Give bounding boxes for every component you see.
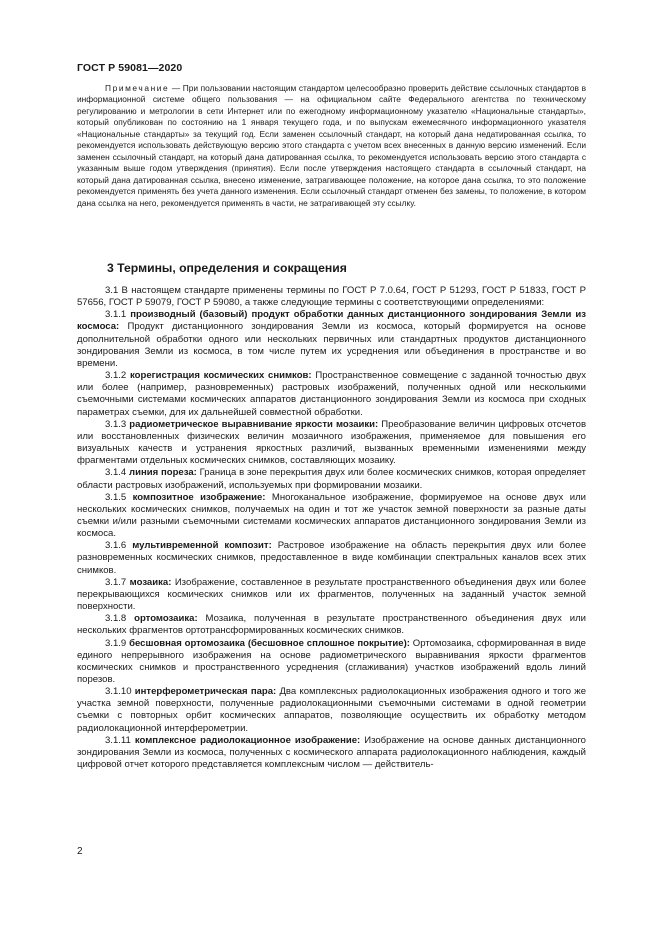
term-name: мозаика: [129, 576, 172, 588]
term-paragraph [77, 686, 586, 735]
intro-paragraph: 3.1 В настоящем стандарте применены термины по ГОСТ Р 7.0.64, ГОСТ Р 51293, ГОСТ Р 51833, ГОСТ Р 57656, ГОСТ Р 59079, ГОСТ Р 59080, а также следующие термины с соответствующими определениями: [77, 285, 586, 309]
term-definition: Многоканальное изображение, формируемое на основе двух или нескольких космических снимков, получаемых на один и тот же участок земной поверхности за разные даты съемки и/или разными съемочными системами космических аппаратов дистанционного зондирования Земли из космоса. [77, 491, 586, 540]
terms-list [77, 309, 586, 771]
term-paragraph [77, 638, 586, 687]
term-definition: Изображение, составленное в результате пространственного объединения двух или более перекрывающихся космических снимков или их фрагментов, полученных на заданный участок земной поверхности. [77, 576, 586, 613]
term-name: линия пореза: [129, 467, 197, 479]
term-number: 3.1.2 [105, 370, 127, 382]
note-block [77, 83, 586, 209]
note-text: — При пользовании настоящим стандартом целесообразно проверить действие ссылочных стандартов в информационной системе общего пользования — на официальном сайте Федерального агентства по техническому регулированию и метрологии в сети Интернет или по ежегодному информационному указателю «Национальные стандарты», который опубликован по состоянию на 1 января текущего года, и по выпускам ежемесячного информационного указателя «Национальные стандарты» за текущий год. Если заменен ссылочный стандарт, на который дана недатированная ссылка, то рекомендуется использовать действующую версию этого стандарта с учетом всех внесенных в данную версию изменений. Если заменен ссылочный стандарт, на который дана датированная ссылка, то рекомендуется использовать версию этого стандарта с указанным выше годом утверждения (принятия). Если после утверждения настоящего стандарта в ссылочный стандарт, на который дана датированная ссылка, внесено изменение, затрагивающее положение, на которое дана ссылка, то это положение рекомендуется применять без учета данного изменения. Если ссылочный стандарт отменен без замены, то положение, в котором дана ссылка на него, рекомендуется применять в части, не затрагивающей эту ссылку. [77, 83, 586, 208]
term-definition: Растровое изображение на область перекрытия двух или более разновременных космических снимков, предоставленное в виде комбинации спектральных каналов всех этих снимков. [77, 540, 587, 576]
term-name: производный (базовый) продукт обработки данных дистанционного зондирования Земли из космоса: [77, 309, 587, 333]
section-title: 3 Термины, определения и сокращения [107, 261, 347, 275]
term-name: радиометрическое выравнивание яркости мозаики: [129, 418, 379, 430]
term-paragraph [77, 540, 586, 576]
term-name: бесшовная ортомозаика (бесшовное сплошное покрытие): [129, 637, 410, 649]
document-code-header: ГОСТ Р 59081—2020 [77, 62, 183, 74]
note-label: Примечание [105, 83, 170, 93]
term-number: 3.1.3 [105, 418, 127, 430]
term-definition: Пространственное совмещение с заданной точностью двух или более (например, разновременных) растровых изображений, полученных одной или несколькими съемочными системами космических аппаратов дистанционного зондирования Земли из космоса при сходных параметрах съемки, для их дальнейшей совместной обработки. [77, 370, 587, 418]
term-name: комплексное радиолокационное изображение: [134, 734, 361, 746]
term-number: 3.1.8 [105, 613, 127, 625]
term-definition: Два комплексных радиолокационных изображения одного и того же участка земной поверхности, полученные радиолокационными съемочными системами в одной геометрии съемки с повторных орбит космических аппаратов, позволяющие осуществить их обработку методом радиолокационной интерферометрии. [77, 686, 587, 734]
term-paragraph [77, 309, 586, 370]
term-paragraph [77, 613, 586, 637]
term-name: мультивременной композит: [132, 540, 272, 552]
term-paragraph [77, 419, 586, 468]
term-paragraph [77, 467, 586, 491]
term-number: 3.1.4 [105, 467, 127, 479]
term-number: 3.1.9 [105, 637, 127, 649]
note-paragraph [77, 83, 586, 209]
term-definition: Преобразование величин цифровых отсчетов или восстановленных физических величин мозаичного изображения, применяемое для повышения его визуальных качеств и устранения яркостных различий, вызванных временными изменениями между фрагментами отдельных космических снимков, составляющих мозаику. [77, 418, 587, 467]
term-paragraph [77, 735, 586, 771]
term-number: 3.1.1 [105, 309, 127, 321]
term-number: 3.1.7 [105, 576, 127, 588]
section-body [77, 285, 586, 771]
term-paragraph [77, 492, 586, 541]
term-paragraph [77, 577, 586, 613]
term-definition: Мозаика, полученная в результате пространственного объединения двух или нескольких фрагментов ортотрансформированных космических снимков. [77, 613, 586, 637]
term-paragraph [77, 370, 586, 419]
page-number: 2 [77, 846, 83, 857]
term-definition: Ортомозаика, сформированная в виде единого непрерывного изображения на основе радиометрического выравнивания яркости фрагментов космических снимков и пространственного усреднения (сглаживания) участков изображений вдоль линий порезов. [77, 637, 586, 685]
term-name: ортомозаика: [134, 613, 198, 625]
term-number: 3.1.11 [105, 734, 131, 746]
term-number: 3.1.5 [105, 491, 127, 503]
term-number: 3.1.6 [105, 540, 127, 552]
term-name: корегистрация космических снимков: [130, 370, 312, 382]
term-definition: Продукт дистанционного зондирования Земли из космоса, который формируется на основе дополнительной обработки одного или нескольких первичных или стандартных продуктов дистанционного зондирования Земли из космоса, в том числе путем их усреднения или объединения в пространстве и во времени. [77, 321, 586, 369]
term-name: интерферометрическая пара: [134, 686, 277, 698]
term-definition: Изображение на основе данных дистанционного зондирования Земли из космоса, полученных с космического аппарата радиолокационного наблюдения, каждый цифровой отчет которого представляется комплексным числом — действитель- [77, 734, 586, 771]
term-number: 3.1.10 [105, 686, 132, 698]
term-name: композитное изображение: [132, 491, 266, 503]
term-definition: Граница в зоне перекрытия двух или более космических снимков, которая определяет области растровых изображений, используемых при формировании мозаики. [77, 467, 587, 491]
